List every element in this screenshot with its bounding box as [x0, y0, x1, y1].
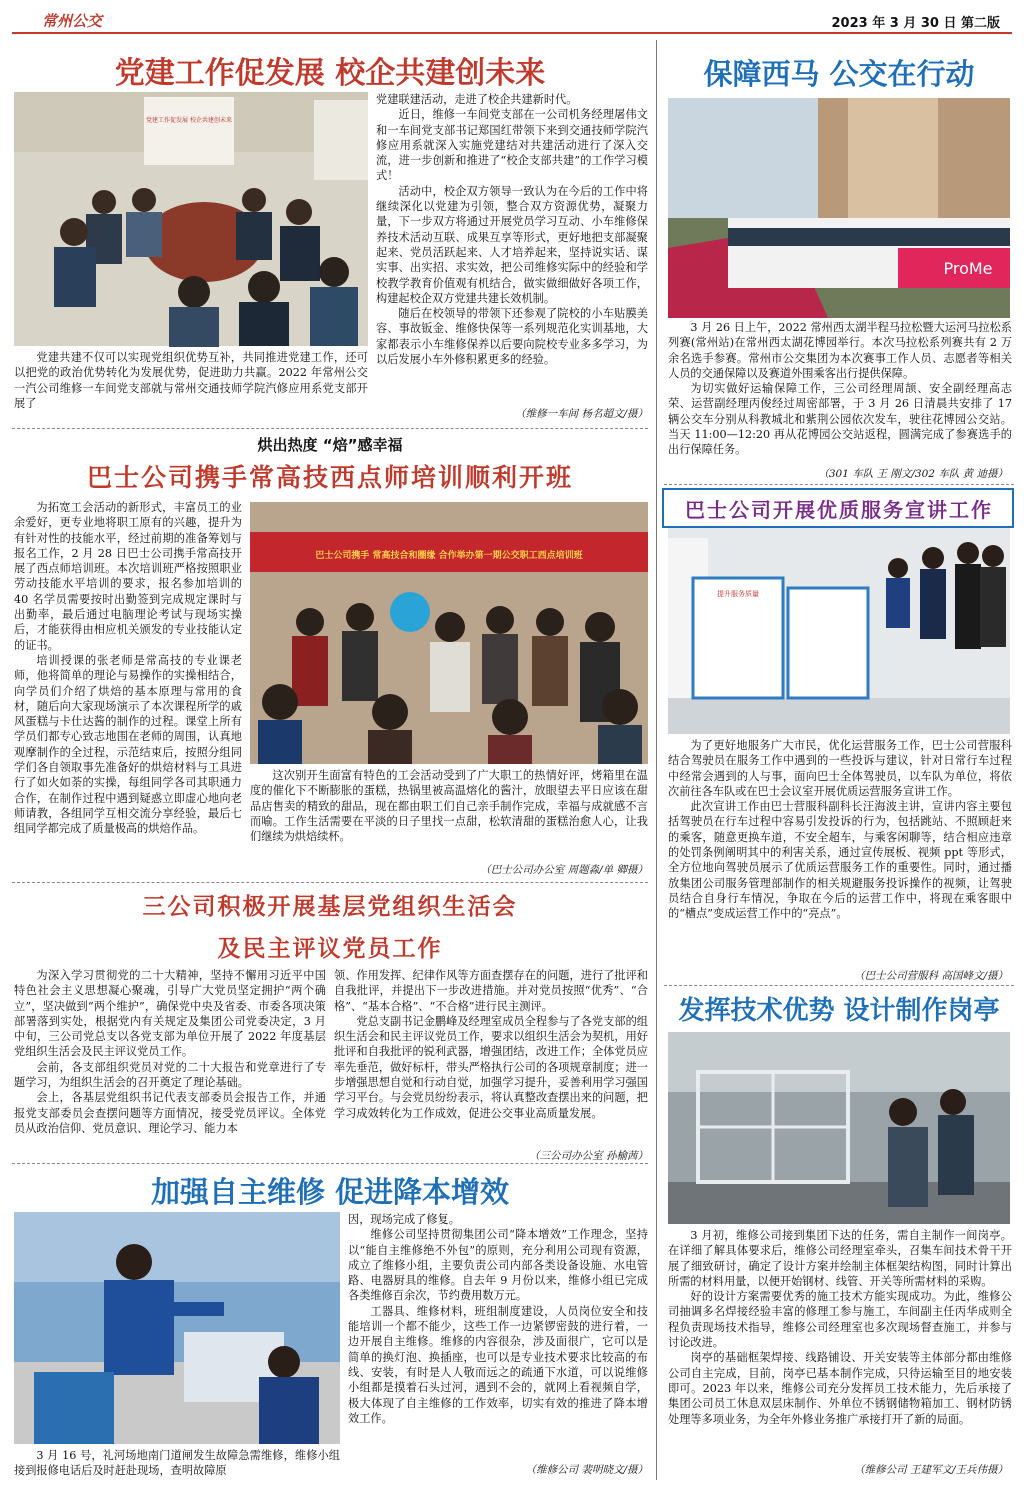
bus-ad-text: ProMe — [943, 259, 993, 278]
article-title-self-repair: 加强自主维修 促进降本增效 — [150, 1175, 510, 1209]
article-body-baking-conclusion — [250, 768, 648, 860]
byline: （维修公司 王建军文/王兵伟摄） — [854, 1464, 1008, 1476]
paragraph: 这次别开生面富有特色的工会活动受到了广大职工的热情好评，烤箱里在温度的催化下不断膨胀的蛋糕，热锅里被高温熔化的酱汁，放眼望去平日应该在甜品店售卖的精致的甜品，现在都由职工们自己亲手制作完成，幸福与成就感不言而喻。工作生活需要在平淡的日子里找一点甜，松软清甜的蛋糕治愈人心，让我们继续为烘焙续杯。 — [250, 769, 648, 844]
article-kicker: 烘出热度 “焙”感幸福 — [257, 436, 403, 454]
paragraph: 会上，各基层党组织书记代表支部委员会报告工作，并通报党支部委员会查摆问题等方面情况，接受党员评议。全体党员从政治信仰、党员意识、理论学习、能力本 — [14, 1091, 326, 1135]
banner-text: 巴士公司携手 常高技合和圈缘 合作举办第一期公交职工西点培训班 — [315, 551, 583, 561]
booth-welding-photo — [668, 1032, 1010, 1224]
paragraph: 3 月 26 日上午，2022 常州西太湖半程马拉松暨大运河马拉松系列赛(常州站)在常州西太湖花博园举行。本次马拉松系列赛共有 2 万余名选手参赛。常州市公交集团为本次赛事工作人员、志愿者等相关人员的交通保障以及赛道外围乘客出行提供保障。 — [668, 321, 1012, 380]
article-title-baking: 巴士公司携手常高技西点师培训顺利开班 — [86, 463, 573, 492]
article-body-party-building-lead — [14, 350, 368, 414]
article-body-party-life-right — [334, 968, 648, 1146]
paragraph: 培训授课的张老师是常高技的专业课老师，他将简单的理论与易操作的实操相结合，向学员们介绍了烘焙的基本原理与常用的食材，随后向大家现场演示了本次课程所学的戚风蛋糕与卡仕达酱的制作的过程。课堂上所有学员们都专心致志地围在老师的周围，认真地观摩制作的全过程，示范结束后，按照分组同学们各自领取事先准备好的烘焙材料与工具进行了如火如荼的实操，每组同学各司其职通力合作，在制作过程中遇到疑惑立即虚心地向老师请教，各组同学互相交流分享经验，最后七组同学都完成了质量极高的烘焙作品。 — [14, 653, 242, 836]
byline: （巴士公司办公室 周题淼/单 卿摄） — [480, 864, 648, 876]
paragraph: 为了更好地服务广大市民，优化运营服务工作，巴士公司营服科结合驾驶员在服务工作中遇到的一些投诉与建议，针对日常行车过程中经常会遇到的人与事，面向巴士全体驾驶员，以车队为单位，将依次前往各车队或在巴士会议室开展优质运营服务宣讲工作。 — [668, 739, 1012, 798]
meeting-banner-text: 党建工作促发展 校企共建创未来 — [146, 117, 232, 124]
column-divider — [656, 40, 657, 1480]
paragraph: 为深入学习贯彻党的二十大精神，坚持不懈用习近平中国特色社会主义思想凝心聚魂，引导广大党员坚定拥护“两个确立”，坚决做到“两个维护”，确保党中央及省委、市委各项决策部署落到实处，根据党内有关规定及集团公司党委决定，3 月中旬，三公司党总支以各党支部为单位开展了 2022 年度基层党组织生活会及民主评议党员工作。 — [14, 969, 326, 1059]
paragraph: 党建共建不仅可以实现党组织优势互补，共同推进党建工作，还可以把党的政治优势转化为发展优势，促进助力共赢。2022 年常州公交一汽公司维修一车间党支部就与常州交通技师学院汽修应用系党支部开展了 — [14, 351, 368, 410]
meeting-photo — [14, 92, 368, 346]
byline: （三公司办公室 孙榆茜） — [529, 1150, 648, 1162]
issue-dateline: 2023 年 3 月 30 日 第二版 — [831, 16, 1000, 31]
paragraph: 为拓宽工会活动的新形式，丰富员工的业余爱好，更专业地将职工原有的兴趣，提升为有针对性的技能水平，经过前期的准备筹划与报名工作，2 月 28 日巴士公司携手常高技开展了西点师培训班。本次培训班严格按照职业劳动技能水平培训的要求，报名参加培训的 40 名学员需要按时出勤签到完成规定课时与出勤率，最后通过电脑理论考试与现场实操后，才能获得由相应机关颁发的专业技能认定的证书。 — [14, 501, 242, 652]
article-body-baking — [14, 500, 242, 874]
article-title-marathon: 保障西马 公交在行动 — [703, 57, 975, 91]
article-body-booth — [668, 1228, 1012, 1460]
article-title-party-life-line2: 及民主评议党员工作 — [217, 935, 443, 962]
byline: （301 车队 王 刚文/302 车队 黄 迪摄） — [818, 468, 1008, 480]
paragraph: 此次宣讲工作由巴士营服科副科长汪海波主讲，宣讲内容主要包括驾驶员在行车过程中容易引发投诉的行为，包括跳站、不照顾赶来的乘客，随意更换车道，不安全超车，与乘客闲聊等，结合相应违章的处罚条例阐明其中的利害关系，通过宣传展板、视频 ppt 等形式，全方位地向驾驶员展示了优质运营服务工作的重要性。同时，通过播放集团公司服务管理部制作的相关规避服务投诉操作的视频，让驾驶员结合自身行车情况，争取在今后的运营工作中，将现在乘客眼中的“槽点”变成运营工作中的“亮点”。 — [668, 800, 1012, 921]
article-body-marathon — [668, 320, 1012, 462]
paragraph: 党建联建活动，走进了校企共建新时代。 — [376, 93, 578, 106]
board-text: 提升服务质量 — [717, 590, 759, 598]
marathon-bus-photo — [668, 98, 1010, 318]
article-body-self-repair — [348, 1212, 648, 1460]
paragraph: 活动中，校企双方领导一致认为在今后的工作中将继续深化以党建为引领，整合双方资源优势，凝聚力量，下一步双方将通过开展党员学习互动、小车维修保养技术活动互联、成果互享等形式，更好地把支部凝聚起来、党员活跃起来、人才培养起来，坚持说实话、谋实事、出实招、求实效，把公司维修实际中的经验和学校教学教育价值观有机结合，做实做细做好各项工作，构建起校企双方党建共建长效机制。 — [376, 184, 648, 305]
paragraph: 3 月初，维修公司接到集团下达的任务，需自主制作一间岗亭。在详细了解具体要求后，维修公司经理室牵头，召集车间技术骨干开展了细致研讨，确定了设计方案并绘制主体框架结构图，同时计算出所需的材料用量，以便开始钢材、线管、开关等所需材料的采购。 — [668, 1229, 1012, 1288]
paragraph: 3 月 16 号，礼河场地南门道闸发生故障急需维修，维修小组接到报修电话后及时赶赴现场，查明故障原 — [14, 1449, 340, 1478]
paragraph: 为切实做好运输保障工作，三公司经理周颉、安全副经理高志荣、运营副经理丙俊经过周密部署，于 3 月 26 日清晨共安排了 17 辆公交车分别从科教城北和紫荆公园依次发车，驶往花博园公交站。当天 11:00—12:20 再从花博园公交站返程，圆满完成了参赛选手的出行保障任务。 — [668, 382, 1012, 457]
byline: （巴士公司营服科 高国峰文/摄） — [854, 970, 1008, 982]
article-body-party-life-left — [14, 968, 326, 1164]
paragraph: 工器具、维修材料，班组制度建设，人员岗位安全和技能培训一个都不能少，这些工作一边紧锣密鼓的进行着，一边开展自主维修。维修的内容很杂，涉及面很广，它可以是简单的换灯泡、换插座，也可以是专业技术要求比较高的布线、安装，有时是人人敬而远之的疏通下水道，可以说维修小组都是摸着石头过河，遇到不会的，就网上看视频自学，极大体现了自主维修的工作效率，切实有效的推进了降本增效工作。 — [348, 1304, 648, 1425]
paragraph: 岗亭的基础框架焊接、线路铺设、开关安装等主体部分都由维修公司自主完成，目前，岗亭已基本制作完成，只待运输至目的地安装即可。2023 年以来，维修公司充分发挥员工技术能力，先后承接了集团公司员工休息双层床制作、外单位不锈钢储物箱加工、钢材防锈处理等多项业务，为全年外修业务推广承接打开了新的局面。 — [668, 1351, 1012, 1426]
paragraph: 随后在校领导的带领下还参观了院校的小车贴膜美容、事故钣金、维修快保等一系列规范化实训基地，大家都表示小车维修保养以后要向院校专业多多学习，为以后发展小车外修积累更多的经验。 — [376, 307, 648, 367]
section-divider — [12, 428, 648, 429]
byline: （维修一车间 杨名超文/摄） — [515, 408, 648, 420]
service-briefing-photo — [668, 528, 1010, 734]
article-body-service — [668, 738, 1012, 966]
paragraph: 维修公司坚持贯彻集团公司“降本增效”工作理念，坚持以“能自主维修绝不外包”的原则，充分利用公司现有资源，成立了维修小组，主要负责公司内部各类设备设施、水电管路、电器厨具的维修。自去年 9 月份以来，维修小组已完成各类维修百余次，节约费用数万元。 — [348, 1228, 648, 1303]
article-body-party-building — [376, 92, 648, 367]
byline: （维修公司 裴明晓文/摄） — [525, 1464, 648, 1476]
paragraph: 因，现场完成了修复。 — [348, 1213, 460, 1226]
repair-photo — [14, 1212, 340, 1444]
section-divider — [664, 985, 1014, 986]
article-title-party-building: 党建工作促发展 校企共建创未来 — [114, 56, 546, 91]
paragraph: 近日，维修一车间党支部在一公司机务经理屠伟文和一车间党支部书记郑国红带领下来到交通技师学院汽修应用系就深入实施党建结对共建活动进行了深入交流，进一步创新和推进了“校企支部共建”的工作学习模式！ — [376, 108, 648, 183]
article-title-party-life-line1: 三公司积极开展基层党组织生活会 — [142, 893, 518, 920]
paragraph: 领、作用发挥、纪律作风等方面查摆存在的问题，进行了批评和自我批评，并提出下一步改进措施。并对党员按照“优秀”、“合格”、“基本合格”、“不合格”进行民主测评。 — [334, 969, 648, 1013]
newspaper-logo: 常州公交 — [42, 12, 103, 30]
paragraph: 党总支副书记金鹏峰及经理室成员全程参与了各党支部的组织生活会和民主评议党员工作，要求以组织生活会为契机，用好批评和自我批评的锐利武器，增强团结，改进工作；全体党员应率先垂范，做好标杆，带头严格执行公司的各项规章制度；进一步增强思想自觉和行动自觉，加强学习提升，妥善利用学习强国学习平台。与会党员纷纷表示，将认真整改查摆出来的问题，把学习成效转化为工作成效，促进公交事业高质量发展。 — [334, 1014, 648, 1120]
section-divider — [664, 484, 1014, 485]
baking-class-photo — [250, 502, 648, 764]
article-body-self-repair-lead — [14, 1448, 340, 1480]
article-title-service: 巴士公司开展优质服务宣讲工作 — [685, 498, 993, 522]
paragraph: 会前，各支部组织党员对党的二十大报告和党章进行了专题学习，为组织生活会的召开奠定了理论基础。 — [14, 1060, 326, 1090]
masthead — [12, 10, 1012, 34]
article-title-booth: 发挥技术优势 设计制作岗亭 — [678, 996, 1000, 1026]
section-divider — [12, 882, 648, 883]
paragraph: 好的设计方案需要优秀的施工技术方能实现成功。为此，维修公司抽调多名焊接经验丰富的修理工参与施工，车间副主任丙华成则全程负责现场技术指导，维修公司经理室也多次现场督查施工，并参与讨论改进。 — [668, 1290, 1012, 1350]
